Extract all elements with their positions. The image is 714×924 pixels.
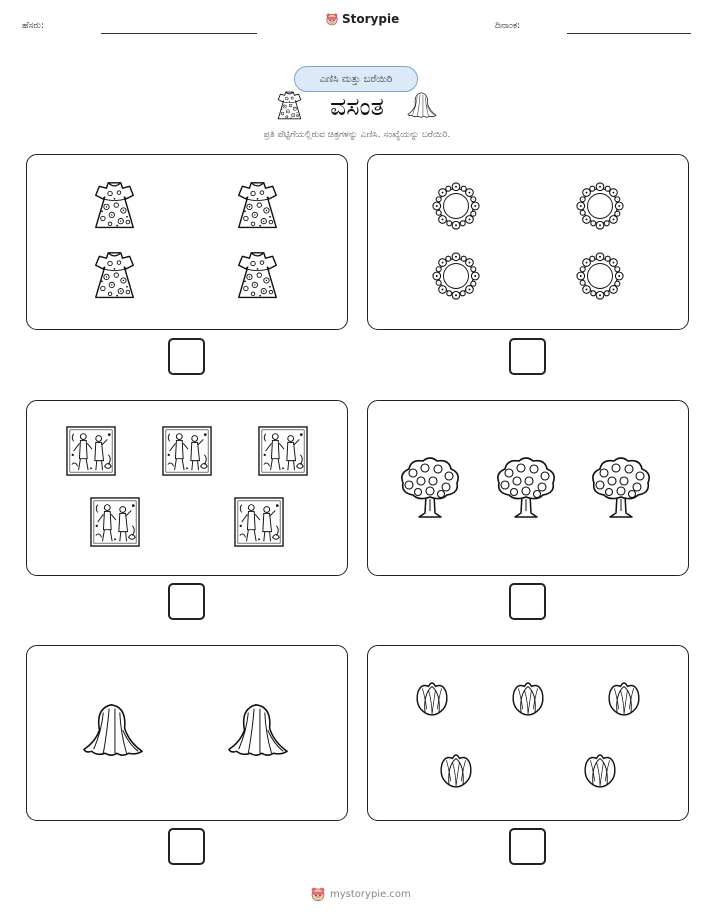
answer-box-trees[interactable] (509, 583, 546, 620)
date-label: ದಿನಾಂಕ: (495, 21, 521, 31)
veil-icon (82, 699, 144, 761)
count-panel-trees (367, 400, 689, 576)
brand-name: Storypie (342, 12, 400, 26)
count-panel-dresses (26, 154, 348, 330)
veil-title-icon (407, 90, 437, 120)
wreath-icon (575, 251, 625, 301)
dress-icon (92, 181, 137, 231)
activity-pill: ಎಣಿಸಿ ಮತ್ತು ಬರೆಯಿರಿ (294, 66, 418, 92)
footer (310, 886, 411, 902)
tulip-icon (411, 674, 453, 720)
card-icon (258, 426, 308, 476)
answer-box-wreaths[interactable] (509, 338, 546, 375)
name-line[interactable] (101, 33, 257, 34)
card-icon (66, 426, 116, 476)
answer-box-veils[interactable] (168, 828, 205, 865)
dress-icon (92, 251, 137, 301)
bear-logo-icon (325, 12, 339, 26)
wreath-icon (575, 181, 625, 231)
card-icon (162, 426, 212, 476)
name-label: ಹೆಸರು: (22, 21, 45, 31)
card-icon (234, 497, 284, 547)
tulip-icon (435, 746, 477, 792)
count-panel-tulips (367, 645, 689, 821)
count-panel-cards (26, 400, 348, 576)
dress-icon (235, 251, 280, 301)
wreath-icon (431, 251, 481, 301)
count-panel-veils (26, 645, 348, 821)
wreath-icon (431, 181, 481, 231)
page-title: ವಸಂತ (330, 92, 384, 121)
tree-icon (399, 447, 461, 527)
tree-icon (495, 447, 557, 527)
date-line[interactable] (567, 33, 691, 34)
tulip-icon (603, 674, 645, 720)
footer-site[interactable]: mystorypie.com (330, 888, 411, 900)
bear-logo-icon (310, 886, 326, 902)
instructions: ಪ್ರತಿ ಪೆಟ್ಟಿಗೆಯಲ್ಲಿರುವ ಚಿತ್ರಗಳನ್ನು ಎಣಿಸಿ. ಸಂಖ್ಯೆಯನ್ನು ಬರೆಯಿರಿ. (263, 130, 451, 140)
answer-box-cards[interactable] (168, 583, 205, 620)
card-icon (90, 497, 140, 547)
brand-logo (325, 12, 399, 26)
tulip-icon (579, 746, 621, 792)
dress-icon (235, 181, 280, 231)
tree-icon (590, 447, 652, 527)
tulip-icon (507, 674, 549, 720)
count-panel-wreaths (367, 154, 689, 330)
answer-box-tulips[interactable] (509, 828, 546, 865)
veil-icon (227, 699, 289, 761)
answer-box-dresses[interactable] (168, 338, 205, 375)
